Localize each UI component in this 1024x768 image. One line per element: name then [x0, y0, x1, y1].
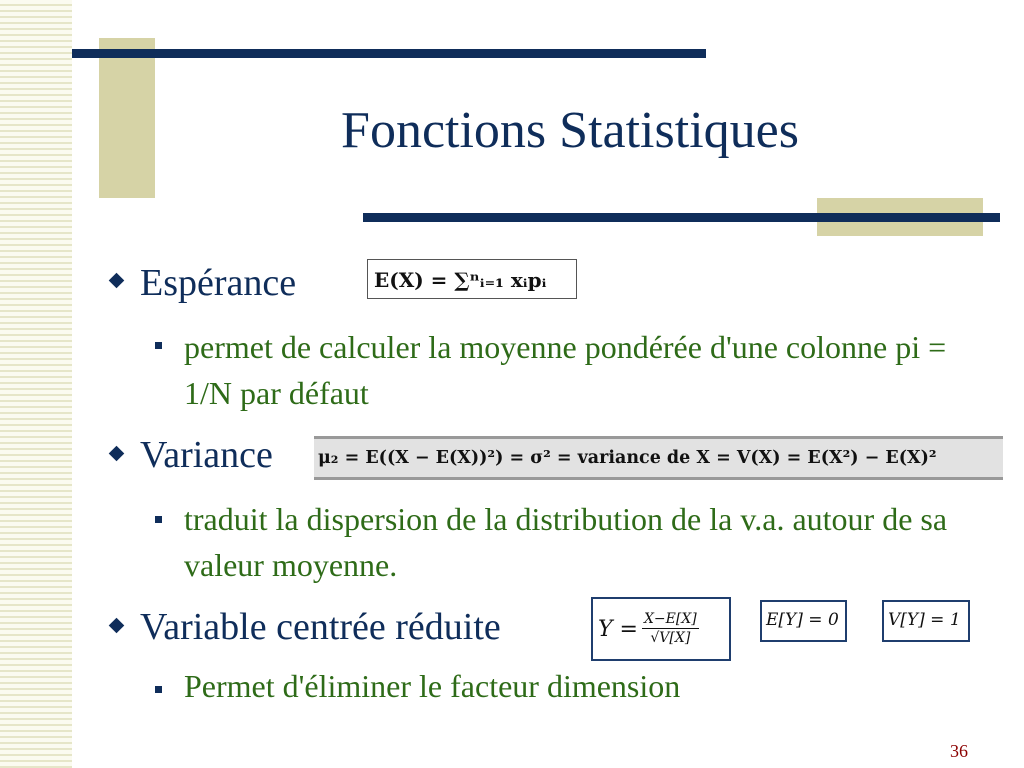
- formula-variance-text: μ₂ = E((X − E(X))²) = σ² = variance de X = V(X) = E(X²) − E(X)²: [318, 448, 937, 468]
- formula-esperance: [367, 259, 577, 299]
- bullet-variable-centree-reduite: Variable centrée réduite: [140, 606, 501, 648]
- sub-variable-centree-reduite: Permet d'éliminer le facteur dimension: [184, 668, 681, 704]
- title-top-bar: [72, 49, 706, 58]
- sub-esperance: permet de calculer la moyenne pondérée d'une colonne pi = 1/N par défaut: [184, 329, 947, 411]
- bullet-variance: Variance: [140, 434, 273, 476]
- title-block-decoration: [99, 38, 155, 198]
- slide-title: Fonctions Statistiques: [341, 102, 799, 159]
- left-stripe-decoration: [0, 0, 72, 768]
- page-number: 36: [950, 741, 968, 761]
- formula-expectation-zero-text: E[Y] = 0: [766, 610, 839, 630]
- bullet-esperance: Espérance: [140, 262, 297, 304]
- formula-variance-one-text: V[Y] = 1: [888, 610, 961, 630]
- formula-standardized-lhs: Y =: [598, 616, 638, 642]
- title-bottom-bar: [363, 213, 1000, 222]
- formula-variance: [314, 436, 1003, 480]
- fraction-numerator: X−E[X]: [643, 611, 697, 627]
- diamond-bullet-icon: [109, 446, 125, 462]
- fraction-denominator: √V[X]: [650, 630, 691, 646]
- square-bullet-icon: [155, 686, 162, 693]
- formula-esperance-text: E(X) = ∑ⁿᵢ₌₁ xᵢpᵢ: [374, 268, 547, 292]
- sub-variance: traduit la dispersion de la distribution de la v.a. autour de sa valeur moyenne.: [184, 501, 948, 583]
- square-bullet-icon: [155, 342, 162, 349]
- formula-standardized: [591, 597, 731, 661]
- square-bullet-icon: [155, 516, 162, 523]
- diamond-bullet-icon: [109, 273, 125, 289]
- formula-expectation-zero: [760, 600, 847, 642]
- formula-standardized-fraction: [642, 611, 699, 647]
- formula-variance-one: [882, 600, 970, 642]
- diamond-bullet-icon: [109, 618, 125, 634]
